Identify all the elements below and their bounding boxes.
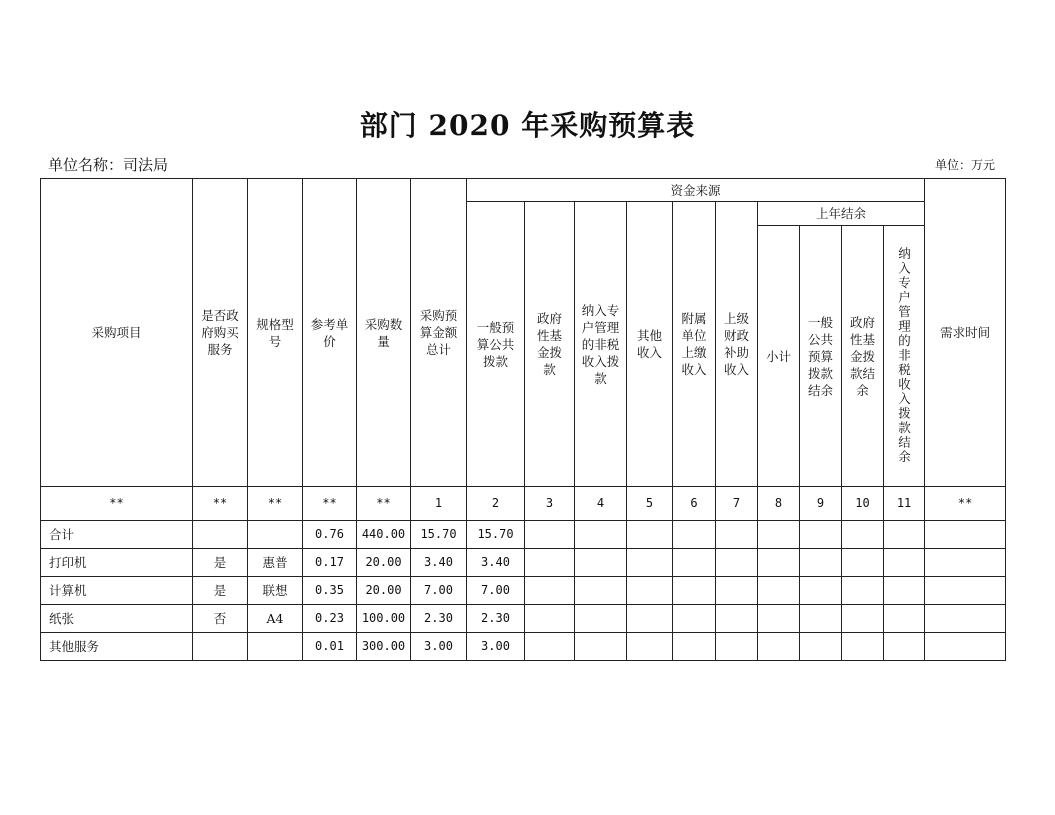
row-total: 3.00	[411, 633, 467, 661]
row-ref-price: 0.01	[303, 633, 357, 661]
table-row-total	[41, 521, 1006, 549]
empty-cell	[525, 577, 575, 605]
empty-cell	[884, 605, 925, 633]
row-gov-service: 是	[193, 577, 248, 605]
empty-cell	[627, 577, 673, 605]
row-ref-price: 0.23	[303, 605, 357, 633]
index-cell: 1	[411, 487, 467, 521]
index-cell: **	[248, 487, 303, 521]
row-quantity: 20.00	[357, 549, 411, 577]
header-total: 采购预算金额总计	[411, 179, 467, 487]
empty-cell	[673, 633, 716, 661]
empty-cell	[575, 549, 627, 577]
empty-cell	[673, 605, 716, 633]
empty-cell	[758, 549, 800, 577]
empty-cell	[716, 633, 758, 661]
empty-cell	[525, 605, 575, 633]
index-cell: 9	[800, 487, 842, 521]
header-general-balance: 一般公共预算拨款结余	[800, 226, 842, 487]
row-spec	[248, 633, 303, 661]
empty-cell	[673, 549, 716, 577]
empty-cell	[575, 633, 627, 661]
row-general-budget: 3.00	[467, 633, 525, 661]
empty-cell	[716, 577, 758, 605]
row-item: 计算机	[41, 577, 193, 605]
index-cell: **	[303, 487, 357, 521]
header-quantity: 采购数量	[357, 179, 411, 487]
header-ref-price: 参考单价	[303, 179, 357, 487]
empty-cell	[627, 605, 673, 633]
empty-cell	[525, 633, 575, 661]
empty-cell	[800, 549, 842, 577]
row-gov-service: 是	[193, 549, 248, 577]
unit-name-label: 单位名称：司法局	[48, 156, 169, 174]
index-cell: **	[357, 487, 411, 521]
empty-cell	[758, 521, 800, 549]
row-spec: A4	[248, 605, 303, 633]
empty-cell	[842, 577, 884, 605]
header-other-income: 其他收入	[627, 202, 673, 487]
unit-currency-label: 单位：万元	[934, 158, 995, 172]
empty-cell	[925, 521, 1006, 549]
row-item: 其他服务	[41, 633, 193, 661]
empty-cell	[925, 577, 1006, 605]
index-cell: 3	[525, 487, 575, 521]
row-ref-price: 0.35	[303, 577, 357, 605]
row-gov-service	[193, 633, 248, 661]
empty-cell	[800, 577, 842, 605]
header-gov-fund-balance: 政府性基金拨款结余	[842, 226, 884, 487]
row-total: 15.70	[411, 521, 467, 549]
empty-cell	[842, 605, 884, 633]
empty-cell	[800, 633, 842, 661]
page-title: 部门 2020 年采购预算表	[359, 109, 696, 142]
empty-cell	[716, 605, 758, 633]
header-superior-subsidy: 上级财政补助收入	[716, 202, 758, 487]
empty-cell	[884, 521, 925, 549]
empty-cell	[716, 549, 758, 577]
index-cell: 7	[716, 487, 758, 521]
row-general-budget: 2.30	[467, 605, 525, 633]
row-quantity: 20.00	[357, 577, 411, 605]
index-cell: 11	[884, 487, 925, 521]
index-cell: **	[193, 487, 248, 521]
row-gov-service	[193, 521, 248, 549]
header-spec: 规格型号	[248, 179, 303, 487]
index-cell: 5	[627, 487, 673, 521]
table-row	[41, 605, 1006, 633]
header-funding-source: 资金来源	[467, 179, 925, 202]
row-item: 纸张	[41, 605, 193, 633]
row-gov-service: 否	[193, 605, 248, 633]
header-is-gov-service: 是否政府购买服务	[193, 179, 248, 487]
row-general-budget: 15.70	[467, 521, 525, 549]
empty-cell	[842, 521, 884, 549]
empty-cell	[673, 577, 716, 605]
row-item: 合计	[41, 521, 193, 549]
empty-cell	[925, 633, 1006, 661]
empty-cell	[525, 549, 575, 577]
row-ref-price: 0.76	[303, 521, 357, 549]
row-spec: 惠普	[248, 549, 303, 577]
table-row	[41, 577, 1006, 605]
index-cell: 2	[467, 487, 525, 521]
header-special-nontax-balance: 纳入专户管理的非税收入拨款结余	[884, 226, 925, 487]
empty-cell	[758, 605, 800, 633]
row-total: 2.30	[411, 605, 467, 633]
empty-cell	[758, 577, 800, 605]
empty-cell	[575, 577, 627, 605]
empty-cell	[627, 521, 673, 549]
empty-cell	[884, 577, 925, 605]
empty-cell	[884, 633, 925, 661]
header-affiliated-income: 附属单位上缴收入	[673, 202, 716, 487]
index-cell: **	[925, 487, 1006, 521]
table-row	[41, 633, 1006, 661]
empty-cell	[627, 633, 673, 661]
row-quantity: 440.00	[357, 521, 411, 549]
index-row	[41, 487, 1006, 521]
index-cell: 6	[673, 487, 716, 521]
empty-cell	[842, 633, 884, 661]
empty-cell	[884, 549, 925, 577]
header-prev-year-balance: 上年结余	[758, 202, 925, 226]
index-cell: 10	[842, 487, 884, 521]
empty-cell	[673, 521, 716, 549]
empty-cell	[525, 521, 575, 549]
header-general-budget: 一般预算公共拨款	[467, 202, 525, 487]
empty-cell	[716, 521, 758, 549]
procurement-budget-table	[40, 178, 1006, 661]
row-total: 7.00	[411, 577, 467, 605]
empty-cell	[627, 549, 673, 577]
row-ref-price: 0.17	[303, 549, 357, 577]
index-cell: **	[41, 487, 193, 521]
row-quantity: 100.00	[357, 605, 411, 633]
row-item: 打印机	[41, 549, 193, 577]
row-spec: 联想	[248, 577, 303, 605]
empty-cell	[575, 605, 627, 633]
table-row	[41, 549, 1006, 577]
empty-cell	[925, 605, 1006, 633]
row-quantity: 300.00	[357, 633, 411, 661]
header-special-nontax: 纳入专户管理的非税收入拨款	[575, 202, 627, 487]
empty-cell	[758, 633, 800, 661]
header-item: 采购项目	[41, 179, 193, 487]
row-general-budget: 7.00	[467, 577, 525, 605]
empty-cell	[800, 605, 842, 633]
empty-cell	[842, 549, 884, 577]
empty-cell	[800, 521, 842, 549]
row-total: 3.40	[411, 549, 467, 577]
index-cell: 4	[575, 487, 627, 521]
index-cell: 8	[758, 487, 800, 521]
header-demand-time: 需求时间	[925, 179, 1006, 487]
row-general-budget: 3.40	[467, 549, 525, 577]
empty-cell	[575, 521, 627, 549]
header-gov-fund: 政府性基金拨款	[525, 202, 575, 487]
row-spec	[248, 521, 303, 549]
header-row-1	[41, 179, 1006, 202]
header-subtotal: 小计	[758, 226, 800, 487]
empty-cell	[925, 549, 1006, 577]
